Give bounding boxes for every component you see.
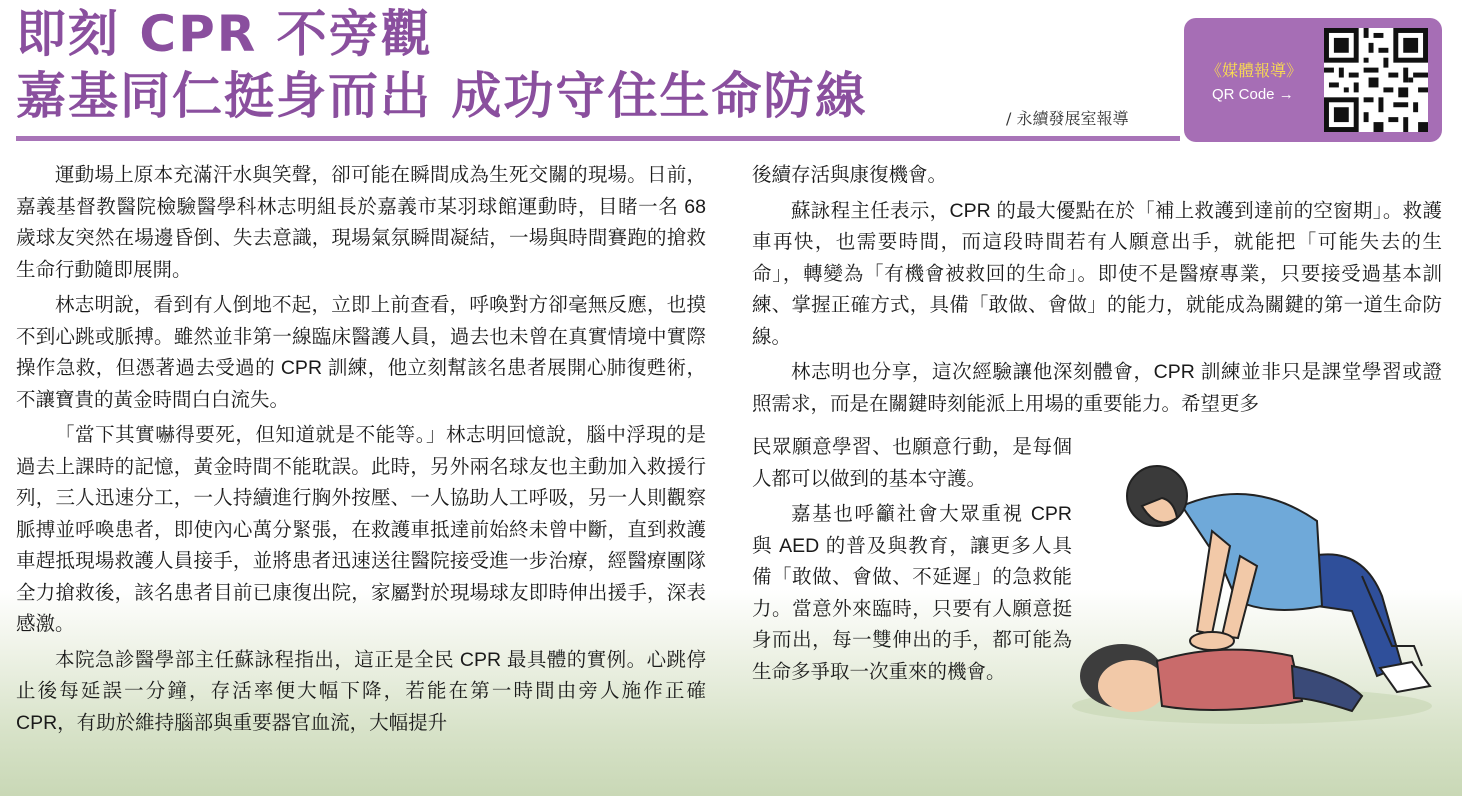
page-title <box>16 6 867 125</box>
cpr-illustration <box>1062 436 1452 736</box>
media-report-label: 《媒體報導》 <box>1206 63 1303 80</box>
paragraph: 後續存活與康復機會。 <box>752 164 948 186</box>
article-column-right <box>752 160 1442 424</box>
paragraph: 運動場上原本充滿汗水與笑聲，卻可能在瞬間成為生死交關的現場。日前，嘉義基督教醫院檢驗醫學科林志明組長於嘉義市某羽球館運動時，目睹一名 68 歲球友突然在場邊昏倒、失去意識，現場氣氛瞬間凝結，一場與時間賽跑的搶救生命行動隨即展開。 <box>16 164 706 281</box>
paragraph: 蘇詠程主任表示，CPR 的最大優點在於「補上救護到達前的空窗期」。救護車再快，也需要時間，而這段時間若有人願意出手，就能把「可能失去的生命」，轉變為「有機會被救回的生命」。即使不是醫療專業，只要接受過基本訓練、掌握正確方式，具備「敢做、會做」的能力，就能成為關鍵的第一道生命防線。 <box>752 199 1442 348</box>
paragraph: 林志明也分享，這次經驗讓他深刻體會，CPR 訓練並非只是課堂學習或證照需求，而是在關鍵時刻能派上用場的重要能力。希望更多 <box>752 361 1442 415</box>
paragraph: 林志明說，看到有人倒地不起，立即上前查看，呼喚對方卻毫無反應，也摸不到心跳或脈搏。雖然並非第一線臨床醫護人員，過去也未曾在真實情境中實際操作急救，但憑著過去受過的 CPR 訓練，他立刻幫該名患者展開心肺復甦術，不讓寶貴的黃金時間白白流失。 <box>16 294 706 411</box>
qr-code-label: QR Code → <box>1212 86 1294 103</box>
paragraph: 「當下其實嚇得要死，但知道就是不能等。」林志明回憶說，腦中浮現的是過去上課時的記憶，黃金時間不能耽誤。此時，另外兩名球友也主動加入救援行列，三人迅速分工，一人持續進行胸外按壓、一人協助人工呼吸，另一人則觀察脈搏並呼喚患者，即使內心萬分緊張，在救護車抵達前始終未曾中斷，直到救護車趕抵現場救護人員接手，並將患者迅速送往醫院接受進一步治療，經醫療團隊全力搶救後，該名患者目前已康復出院，家屬對於現場球友即時伸出援手，深表感激。 <box>16 424 706 635</box>
article-column-right-narrow <box>752 432 1072 692</box>
paragraph: 本院急診醫學部主任蘇詠程指出，這正是全民 CPR 最具體的實例。心跳停止後每延誤一分鐘，存活率便大幅下降，若能在第一時間由旁人施作正確 CPR，有助於維持腦部與重要器官血流，大幅提升 <box>16 648 706 734</box>
title-line-1: 即刻 CPR 不旁觀 <box>16 5 433 63</box>
paragraph: 嘉基也呼籲社會大眾重視 CPR 與 AED 的普及與教育，讓更多人具備「敢做、會做、不延遲」的急救能力。當意外來臨時，只要有人願意挺身而出，每一雙伸出的手，都可能為生命多爭取一次重來的機會。 <box>752 503 1072 683</box>
qr-panel <box>1184 18 1442 142</box>
byline: / 永續發展室報導 <box>1006 109 1129 128</box>
paragraph: 民眾願意學習、也願意行動，是每個人都可以做到的基本守護。 <box>752 436 1072 490</box>
qr-code-graphic <box>1324 28 1428 132</box>
title-rule <box>16 136 1180 141</box>
qr-code[interactable] <box>1324 28 1428 132</box>
title-line-2: 嘉基同仁挺身而出 成功守住生命防線 <box>16 66 868 125</box>
article-column-left <box>16 160 706 743</box>
